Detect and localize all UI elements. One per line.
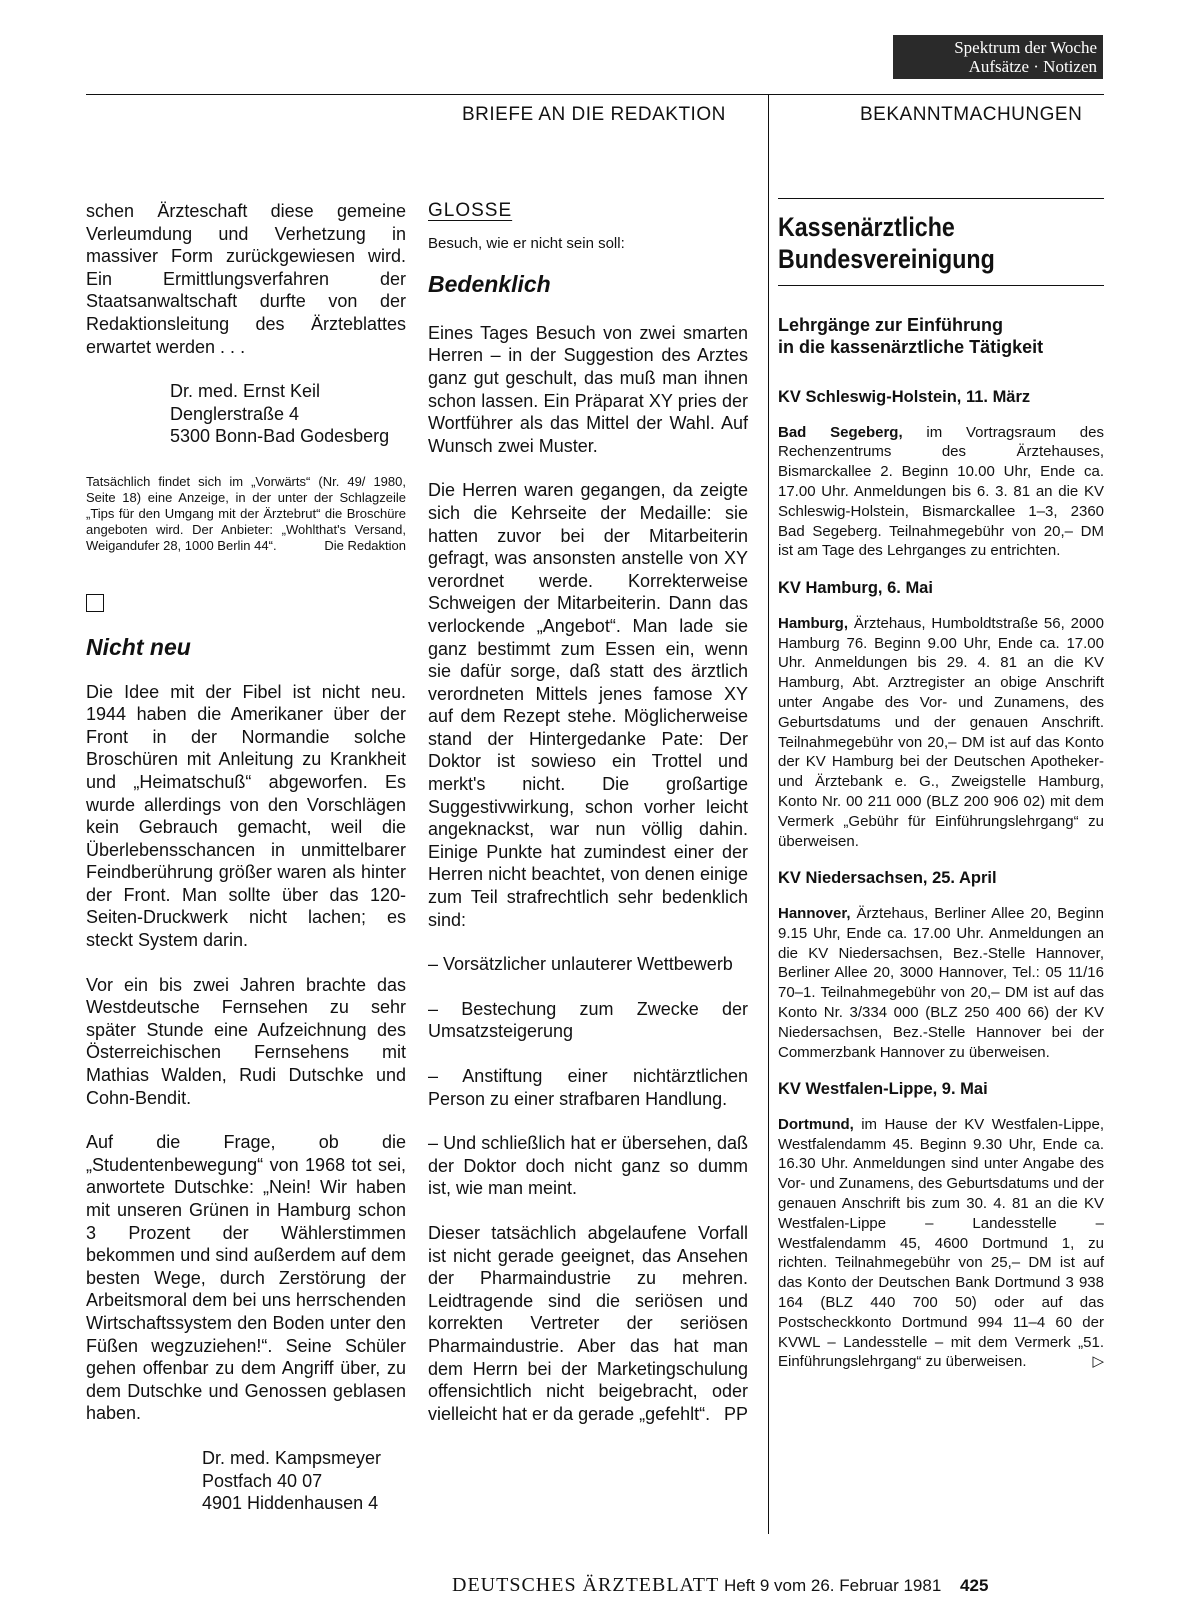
letter-paragraph: Die Idee mit der Fibel ist nicht neu. 1944 haben die Amerikaner über der Front in der Normandie solche Broschüren mit Anleitung zu Krankheit und „Heimatschuß“ abgeworfen. Es wurde allerdings von den Vorschlägen kein Gebrauch gemacht, weil die Überlebensschancen in unmittelbarer Feindberührung größer waren als hinter der Front. Man sollte über das 120-Seiten-Druckwerk nicht lachen; es steckt System darin. [86,681,406,951]
glosse-paragraph [428,1222,748,1425]
glosse-list-item: – Und schließlich hat er übersehen, daß der Doktor doch nicht ganz so dumm ist, wie man meint. [428,1133,748,1199]
section-header-letters: BRIEFE AN DIE REDAKTION [462,104,726,125]
glosse-list-item: – Anstiftung einer nichtärztlichen Person zu einer strafbaren Handlung. [428,1066,748,1109]
glosse-subtitle: Besuch, wie er nicht sein soll: [428,234,625,252]
course-section-title [778,314,1104,358]
glosse-final-text: Dieser tatsächlich abgelaufene Vorfall ist nicht gerade geeignet, das Ansehen der Pharmaindustrie zu mehren. Leidtragende sind die seriösen und korrekten Vertreter der seriösen Pharmaindustrie. Aber das hat man dem Herrn bei der Marketingschulung offensichtlich nicht beigebracht, oder vielleicht hat er da gerade „gefehlt“. [428,1222,748,1424]
kv-place: Dortmund, [778,1115,854,1133]
letters-column-1 [86,200,406,1515]
kv-text: Ärztehaus, Berliner Allee 20, Beginn 9.15 Uhr, Ende ca. 17.00 Uhr. Anmeldungen an die KV Niedersachsen, Bez.-Stelle Hannover, Berliner Allee 20, 3000 Hannover, Tel.: 05 11/16 70–1. Teilnahmegebühr von 20,– DM ist auf das Konto Nr. 3/334 000 (BLZ 250 400 66) der KV Niedersachsen, Bez.-Stelle Hannover bei der Commerzbank Hannover zu überweisen. [778,904,1104,1061]
signature-city: 5300 Bonn-Bad Godesberg [170,426,390,447]
top-rule [86,94,1104,95]
editor-note [86,474,406,554]
continue-arrow-icon: ▷ [1092,1353,1104,1371]
editor-note-sign: Die Redaktion [324,537,406,553]
column-divider [768,94,769,1534]
kv-details [778,614,1104,852]
signature-street: Denglerstraße 4 [170,403,300,424]
signature-kampsmeyer [86,1447,406,1515]
kv-place: Hannover, [778,904,851,922]
page-number: 425 [960,1576,989,1595]
badge-line-1: Spektrum der Woche [954,38,1097,57]
editor-note-text: Tatsächlich findet sich im „Vorwärts“ (Nr. 49/ 1980, Seite 18) eine Anzeige, in der unter der Schlagzeile „Tips für den Umgang mit der Ärztebrut“ die Broschüre angeboten wird. Der Anbieter: „Wohlthat's Versand, Weigandufer 28, 1000 Berlin 44“. [86,473,406,553]
course-section-line-1: Lehrgänge zur Einführung [778,315,1003,335]
article-heading-nicht-neu: Nicht neu [86,633,191,660]
kv-text: Ärztehaus, Humboldtstraße 56, 2000 Hamburg 76. Beginn 9.00 Uhr, Ende ca. 17.00 Uhr. Anmeldungen bis 29. 4. 81 an die KV Hamburg, Abt. Arztregister an obige Anschrift unter Angabe des Vor- und Zunamens, des Geburtsdatums und der genauen Anschrift. Teilnahmegebühr von 20,– DM ist auf das Konto der KV Hamburg bei der Deutschen Apotheker- und Ärztebank e. G., Zweigstelle Hamburg, Konto Nr. 00 211 000 (BLZ 200 906 02) mit dem Vermerk „Gebühr für Einführungslehrgang“ zu überweisen. [778,614,1104,850]
kbv-title-line-1: Kassenärztliche [778,212,955,242]
publication-name: DEUTSCHES ÄRZTEBLATT [452,1574,720,1596]
kbv-title [778,211,1058,275]
kv-text: im Hause der KV Westfalen-Lippe, Westfalendamm 45. Beginn 9.30 Uhr, Ende ca. 16.30 Uhr. Anmeldungen sind unter Angabe des Vor- und Zunamens, des Geburtsdatums und der genauen Anschrift bis zum 30. 4. 81 an die KV Westfalen-Lippe – Landesstelle – Westfalendamm 45, 4600 Dortmund 1, zu richten. Teilnahmegebühr von 25,– DM ist auf das Konto der Deutschen Bank Dortmund 3 938 164 (BLZ 440 700 50) oder auf das Postscheckkonto Dortmund 994 11–4 60 der KVWL – Landesstelle – mit dem Vermerk „51. Einführungslehrgang“ zu überweisen. [778,1115,1105,1371]
glosse-paragraph: Die Herren waren gegangen, da zeigte sich die Kehrseite der Medaille: sie hatten zuvor bei der Mitarbeiterin gefragt, was ansonsten anstelle von XY verordnet werde. Korrekterweise Schweigen der Mitarbeiterin. Dann das verlockende „Angebot“. Man lade sie ganz bestimmt zum Essen ein, wenn sie dafür sorge, daß statt des ärztlich verordneten Mittels jenes famose XY auf dem Rezept stehe. Möglicherweise stand der Hintergedanke Pate: Der Doktor ist sowieso ein Trottel und merkt's nicht. Die großartige Suggestivwirkung, schon vorher leicht angeknackst, war nun völlig dahin. Einige Punkte hat zumindest einer der Herren nicht beachtet, von denen einige zum Teil strafrechtlich sehr bedenklich sind: [428,480,748,930]
kv-heading: KV Westfalen-Lippe, 9. Mai [778,1080,988,1099]
signature-name: Dr. med. Ernst Keil [170,381,321,402]
letter-paragraph: schen Ärzteschaft diese gemeine Verleumdung und Verhetzung in massiver Form zurückgewiesen wird. Ein Ermittlungsverfahren der Staatsanwaltschaft durfte von der Redaktionsleitung des Ärzteblattes erwartet werden . . . [86,201,406,357]
signature-city: 4901 Hiddenhausen 4 [202,1493,379,1514]
kv-text: im Vortragsraum des Rechenzentrums des Ärztehauses, Bismarckallee 2. Beginn 10.00 Uhr, Ende ca. 17.00 Uhr. Anmeldungen bis 6. 3. 81 an die KV Schleswig-Holstein, Bismarckallee 1–3, 2360 Bad Segeberg. Teilnahmegebühr von 20,– DM ist am Tage des Lehrganges zu entrichten. [778,423,1104,560]
section-header-announcements: BEKANNTMACHUNGEN [860,104,1083,125]
signature-name: Dr. med. Kampsmeyer [202,1447,382,1468]
glosse-paragraph: Eines Tages Besuch von zwei smarten Herren – in der Suggestion des Arztes ganz gut geschult, das muß man ihnen schon lassen. Ein Präparat XY pries der Wortführer als das Mittel der Wahl. Auf Wunsch zwei Muster. [428,322,748,456]
kv-details [778,1115,1104,1372]
title-rule-bottom [778,285,1104,286]
kv-details [778,423,1104,562]
glosse-label: GLOSSE [428,200,513,221]
glosse-list-item: – Vorsätzlicher unlauterer Wettbewerb [428,954,733,975]
kv-heading: KV Schleswig-Holstein, 11. März [778,388,1031,406]
signature-keil [86,380,406,448]
glosse-list-item: – Bestechung zum Zwecke der Umsatzsteigerung [428,998,748,1042]
letters-column-2 [428,200,748,1447]
section-badge [893,35,1103,79]
end-box-icon [86,594,104,612]
announcements-column [778,198,1104,1388]
title-rule-top [778,198,1104,199]
glosse-sign: PP [723,1403,748,1424]
letter-paragraph: Auf die Frage, ob die „Studentenbewegung“ von 1968 tot sei, anwortete Dutschke: „Nein! Wir haben mit unseren Grünen in Hamburg schon 3 Prozent der Wählerstimmen bekommen und sind außerdem auf dem besten Wege, durch Zerstörung der Arbeitsmoral dem bei uns herrschenden Wirtschaftssystem den Boden unter den Füßen wegzuziehen!“. Seine Schüler gehen offenbar zu dem Angriff über, zu dem Dutschke und Genossen geblasen haben. [86,1132,406,1424]
signature-street: Postfach 40 07 [202,1470,323,1491]
article-heading-bedenklich: Bedenklich [428,271,551,298]
course-section-line-2: in die kassenärztliche Tätigkeit [778,337,1044,357]
kv-heading: KV Niedersachsen, 25. April [778,869,997,888]
letter-paragraph: Vor ein bis zwei Jahren brachte das Westdeutsche Fernsehen zu sehr später Stunde eine Aufzeichnung des Österreichischen Fernsehens mit Mathias Walden, Rudi Dutschke und Cohn-Bendit. [86,974,406,1108]
badge-line-2: Aufsätze · Notizen [968,57,1097,76]
kv-heading: KV Hamburg, 6. Mai [778,579,933,598]
kbv-title-line-2: Bundesvereinigung [778,244,995,274]
issue-info: Heft 9 vom 26. Februar 1981 [723,1576,942,1595]
kv-place: Hamburg, [778,614,849,632]
kv-details [778,904,1104,1062]
kv-place: Bad Segeberg, [778,423,903,441]
page-footer [452,1574,1104,1597]
